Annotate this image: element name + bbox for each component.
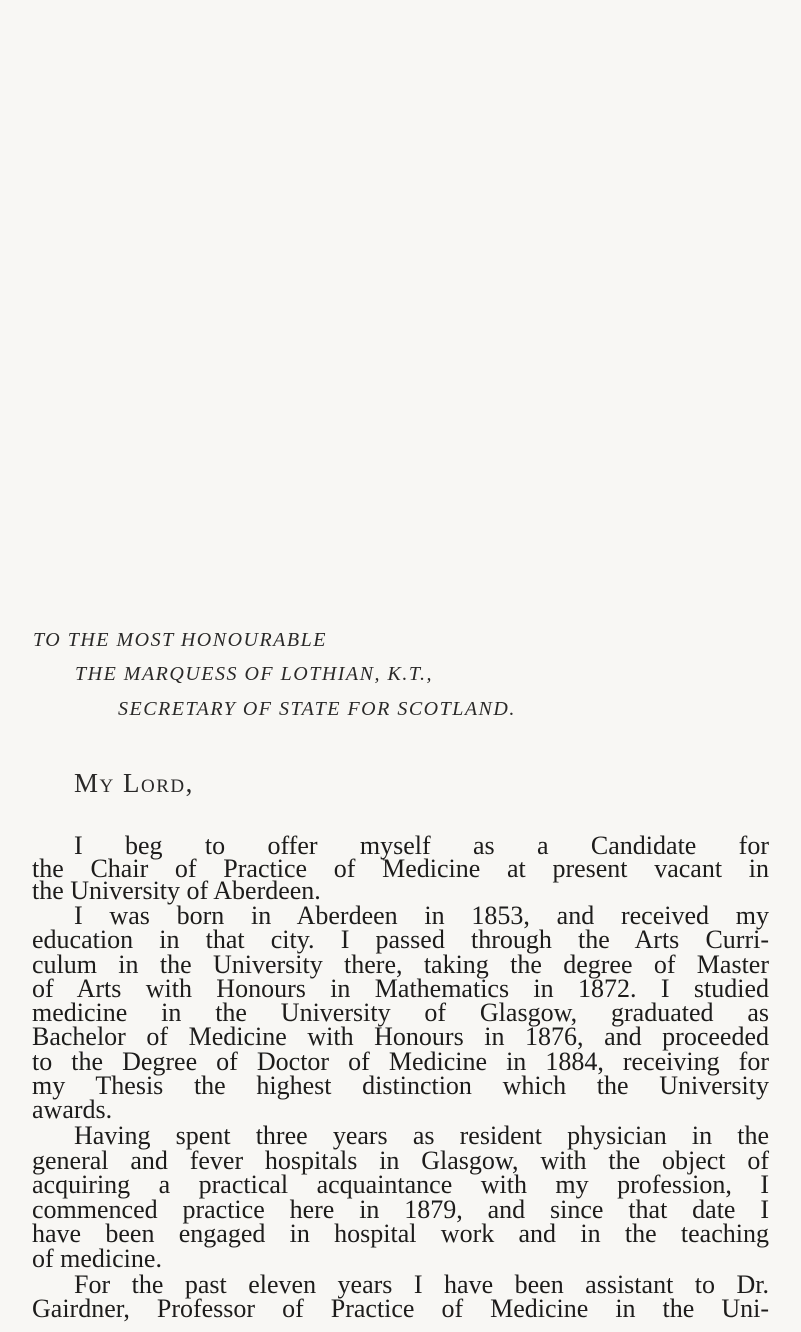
body-line: my Thesis the highest distinction which the University	[32, 1070, 769, 1100]
body-line: commenced practice here in 1879, and since that date I	[32, 1194, 769, 1224]
body-line: I was born in Aberdeen in 1853, and received my	[74, 900, 769, 930]
body-line: have been engaged in hospital work and in the teaching	[32, 1219, 769, 1249]
body-line: the University of Aberdeen.	[32, 876, 321, 906]
body-line: culum in the University there, taking the degree of Master	[32, 949, 769, 979]
body-line: medicine in the University of Glasgow, graduated as	[32, 998, 769, 1028]
body-line: of medicine.	[32, 1243, 162, 1273]
body-line: the Chair of Practice of Medicine at present vacant in	[32, 853, 769, 883]
body-line: Bachelor of Medicine with Honours in 1876, and proceeded	[32, 1022, 769, 1052]
body-line: acquiring a practical acquaintance with my profession, I	[32, 1170, 769, 1200]
body-line: Having spent three years as resident physician in the	[74, 1121, 769, 1150]
body-line: education in that city. I passed through the Arts Curri-	[32, 925, 769, 955]
body-line: general and fever hospitals in Glasgow, with the object of	[32, 1145, 769, 1175]
body-line: to the Degree of Doctor of Medicine in 1884, receiving for	[32, 1046, 769, 1076]
address-line-3: SECRETARY OF STATE FOR SCOTLAND.	[118, 698, 516, 720]
address-line-1: TO THE MOST HONOURABLE	[33, 629, 327, 651]
body-line: I beg to offer myself as a Candidate for	[74, 831, 769, 860]
body-line: Gairdner, Professor of Practice of Medicine in the Uni-	[32, 1294, 769, 1323]
body-line: awards.	[32, 1094, 113, 1124]
salutation: My Lord,	[74, 768, 194, 798]
body-line: For the past eleven years I have been assistant to Dr.	[74, 1269, 769, 1299]
address-line-2: THE MARQUESS OF LOTHIAN, K.T.,	[75, 663, 433, 685]
body-line: of Arts with Honours in Mathematics in 1872. I studied	[32, 973, 769, 1003]
